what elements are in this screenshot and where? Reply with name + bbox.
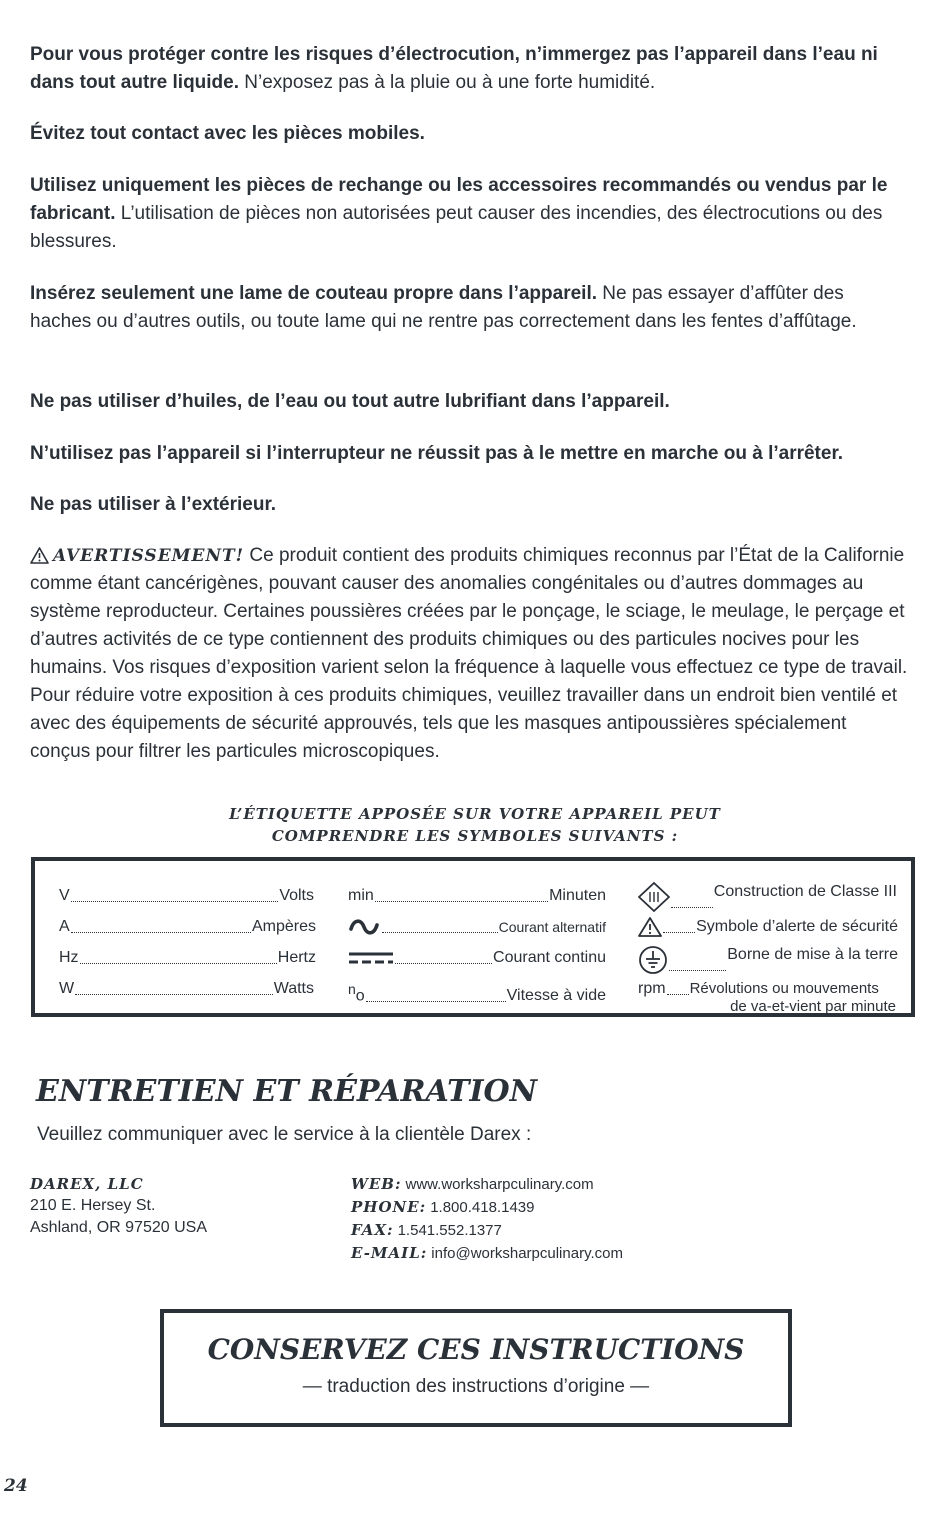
symbol-row-hertz: Hz Hertz [59, 949, 316, 966]
maintenance-heading: ENTRETIEN ET RÉPARATION [36, 1074, 538, 1109]
street-address: 210 E. Hersey St. [30, 1197, 156, 1214]
symbol-row-watts: W Watts [59, 980, 314, 997]
safety-paragraph-blade: Insérez seulement une lame de couteau propre dans l’appareil. Ne pas essayer d’affûter des haches ou d’autres outils, ou toute lame qui ne rentre pas correctement dans les fentes d’affûtage. [30, 283, 857, 332]
web-link[interactable]: www.worksharpculinary.com [405, 1176, 594, 1193]
maintenance-intro: Veuillez communiquer avec le service à la clientèle Darex : [37, 1124, 532, 1145]
phone-line: PHONE: 1.800.418.1439 [351, 1198, 535, 1216]
safety-paragraph-moving-parts: Évitez tout contact avec les pièces mobiles. [30, 123, 425, 144]
safety-paragraph-switch: N’utilisez pas l’appareil si l’interrupteur ne réussit pas à le mettre en marche ou à l’arrêter. [30, 443, 844, 464]
keep-instructions-box [160, 1309, 792, 1427]
keep-instructions-subtitle: — traduction des instructions d’origine — [302, 1376, 650, 1397]
safety-alert-icon [638, 917, 662, 937]
symbol-row-direct-current: Courant continu [348, 948, 606, 968]
fax-number: 1.541.552.1377 [397, 1222, 502, 1239]
warning-word: AVERTISSEMENT! [53, 546, 245, 566]
symbols-heading: L’ÉTIQUETTE APPOSÉE SUR VOTRE APPAREIL PEUT COMPRENDRE LES SYMBOLES SUIVANTS : [229, 805, 721, 845]
symbol-row-safety-alert: Symbole d’alerte de sécurité [638, 917, 898, 937]
warning-triangle-icon [30, 547, 49, 564]
symbol-row-amperes: A Ampères [59, 918, 316, 935]
symbol-row-volts: V Volts [59, 887, 314, 904]
email-link[interactable]: info@worksharpculinary.com [431, 1245, 623, 1262]
safety-paragraph-lubricant: Ne pas utiliser d’huiles, de l’eau ou tout autre lubrifiant dans l’appareil. [30, 391, 670, 412]
symbol-row-earth-ground: Borne de mise à la terre [638, 945, 898, 975]
keep-instructions-title: CONSERVEZ CES INSTRUCTIONS [207, 1333, 745, 1366]
symbol-row-no-load-speed: $^n$o Vitesse à vide [348, 981, 606, 1005]
symbols-table [31, 857, 915, 1017]
warning-paragraph: AVERTISSEMENT! Ce produit contient des produits chimiques reconnus par l’État de la Californie comme étant cancérigènes, pouvant causer des anomalies congénitales ou d’autres dommages au système reproducteur. Certaines poussières créées par le ponçage, le sciage, le meulage, le perçage et d’autres activités de ce type contiennent des produits chimiques ou des particules nocives pour les humains. Vos risques d’exposition varient selon la fréquence à laquelle vous effectuez ce type de travail. Pour réduire votre exposition à ces produits chimiques, veuillez travailler dans un endroit bien ventilé et avec des équipements de sécurité approuvés, tels que les masques antipoussières spécialement conçus pour filtrer les particules microscopiques. [30, 545, 908, 762]
symbol-row-rpm-line2: de va-et-vient par minute [730, 998, 896, 1015]
contact-details [351, 1173, 623, 1265]
symbol-row-alternating-current: Courant alternatif [348, 917, 606, 937]
safety-paragraph-parts: Utilisez uniquement les pièces de rechange ou les accessoires recommandés ou vendus par le fabricant. L’utilisation de pièces non autorisées peut causer des incendies, des électrocutions ou des blessures. [30, 175, 888, 252]
symbol-row-minutes: min Minuten [348, 887, 606, 904]
city-address: Ashland, OR 97520 USA [30, 1219, 207, 1236]
page-number: 24 [4, 1476, 28, 1496]
earth-ground-icon [638, 945, 668, 975]
company-address [30, 1173, 207, 1239]
class-iii-construction-icon [638, 882, 670, 912]
direct-current-icon [348, 950, 394, 966]
company-name: DAREX, LLC [30, 1175, 144, 1193]
fax-line: FAX: 1.541.552.1377 [351, 1221, 502, 1239]
email-line: E-MAIL: info@worksharpculinary.com [351, 1244, 623, 1262]
symbol-row-class-iii: Construction de Classe III [638, 882, 897, 912]
alternating-current-icon [348, 918, 381, 936]
symbol-row-rpm: rpm Révolutions ou mouvements [638, 980, 879, 997]
safety-paragraph-immersion: Pour vous protéger contre les risques d’électrocution, n’immergez pas l’appareil dans l’eau ni dans tout autre liquide. N’exposez pas à la pluie ou à une forte humidité. [30, 44, 878, 93]
safety-paragraph-outdoor: Ne pas utiliser à l’extérieur. [30, 494, 277, 515]
web-line: WEB: www.worksharpculinary.com [351, 1175, 594, 1193]
phone-number: 1.800.418.1439 [430, 1199, 535, 1216]
